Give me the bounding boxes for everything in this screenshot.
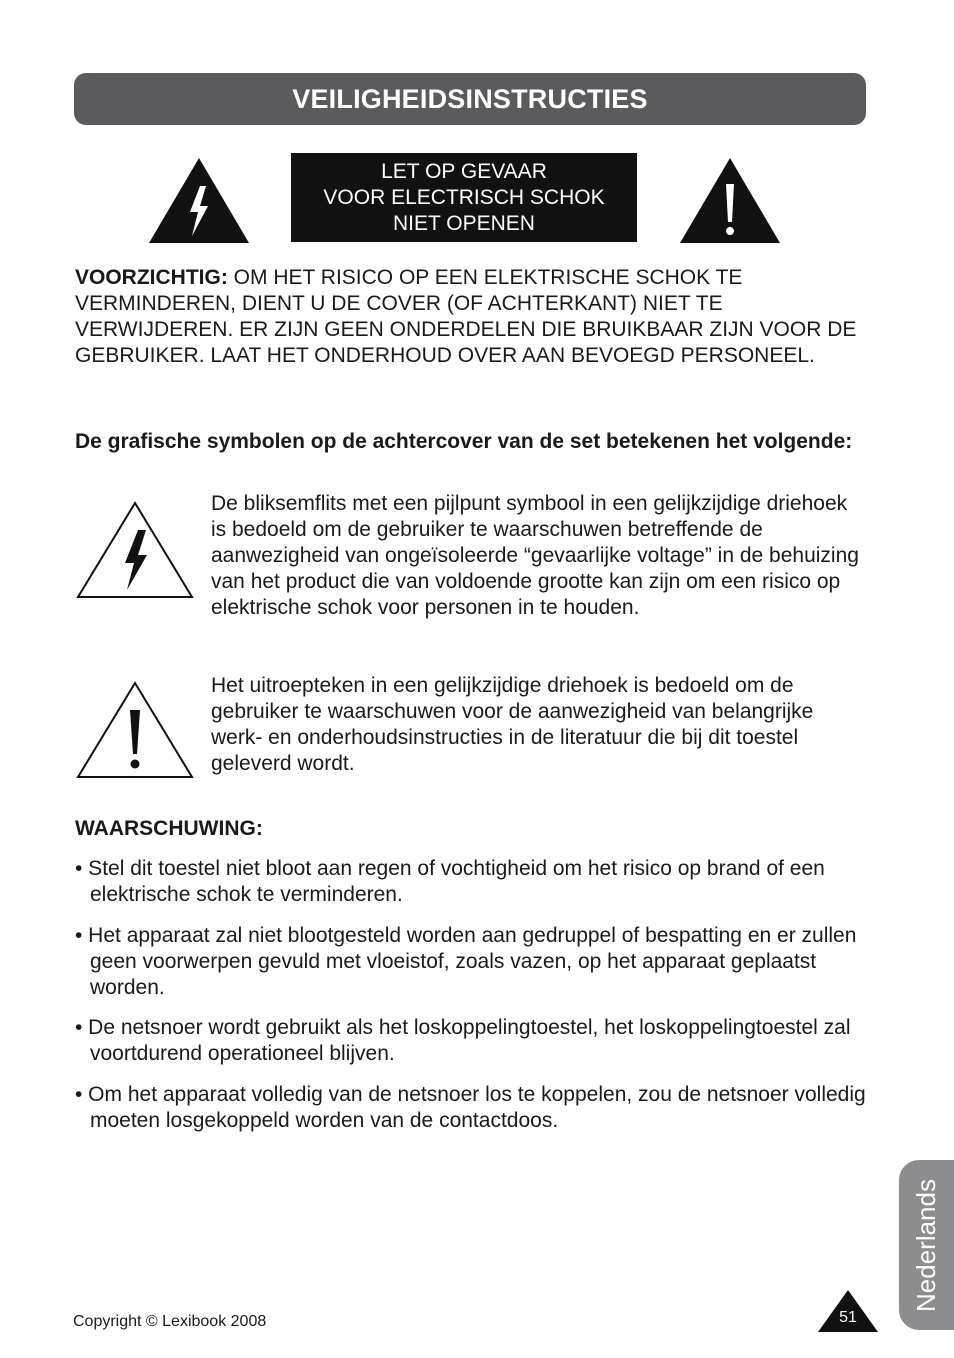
danger-warning-box	[291, 153, 637, 242]
language-tab-label: Nederlands	[911, 1178, 942, 1312]
warning-line-1: LET OP GEVAAR	[381, 159, 547, 183]
warning-bullet-2: • Het apparaat zal niet blootgesteld worden aan gedruppel of bespatting en er zullen geen voorwerpen gevuld met vloeistof, zoals vazen, op het apparaat geplaatst worden.	[75, 924, 857, 999]
symbols-heading: De grafische symbolen op de achtercover van de set betekenen het volgende:	[75, 430, 853, 453]
page-title-bar	[74, 73, 866, 125]
warning-bullet-3: • De netsnoer wordt gebruikt als het loskoppelingtoestel, het loskoppelingtoestel zal voortdurend operationeel blijven.	[75, 1016, 851, 1065]
caution-label: VOORZICHTIG:	[75, 266, 228, 289]
exclamation-warning-icon	[679, 158, 781, 244]
page-title: VEILIGHEIDSINSTRUCTIES	[292, 83, 648, 114]
lightning-warning-icon	[148, 158, 250, 244]
warning-line-3: NIET OPENEN	[393, 211, 535, 235]
language-tab-label-wrap	[899, 1160, 954, 1330]
lightning-triangle-icon	[75, 500, 195, 600]
warning-bullet-1: • Stel dit toestel niet bloot aan regen of vochtigheid om het risico op brand of een elektrische schok te verminderen.	[75, 857, 825, 906]
caution-text: OM HET RISICO OP EEN ELEKTRISCHE SCHOK TE VERMINDEREN, DIENT U DE COVER (OF ACHTERKANT) NIET TE VERWIJDEREN. ER ZIJN GEEN ONDERDELEN DIE BRUIKBAAR ZIJN VOOR DE GEBRUIKER. LAAT HET ONDERHOUD OVER AAN BEVOEGD PERSONEEL.	[75, 266, 857, 367]
warning-heading: WAARSCHUWING:	[75, 817, 263, 840]
page-number: 51	[839, 1309, 857, 1326]
lightning-description: De bliksemflits met een pijlpunt symbool in een gelijkzijdige driehoek is bedoeld om de gebruiker te waarschuwen betreffende de aanwezigheid van ongeïsoleerde “gevaarlijke voltage” in de behuizing van het product die van voldoende grootte kan zijn om een risico op elektrische schok voor personen in te houden.	[211, 492, 859, 619]
caution-paragraph	[75, 265, 875, 369]
copyright-notice: Copyright © Lexibook 2008	[73, 1313, 267, 1330]
exclamation-triangle-icon	[75, 680, 195, 780]
warning-line-2: VOOR ELECTRISCH SCHOK	[323, 185, 605, 209]
exclamation-description: Het uitroepteken in een gelijkzijdige driehoek is bedoeld om de gebruiker te waarschuwen voor de aanwezigheid van belangrijke werk- en onderhoudsinstructies in de literatuur die bij dit toestel geleverd wordt.	[211, 674, 814, 775]
warning-bullet-4: • Om het apparaat volledig van de netsnoer los te koppelen, zou de netsnoer volledig moeten losgekoppeld worden van de contactdoos.	[75, 1083, 866, 1132]
